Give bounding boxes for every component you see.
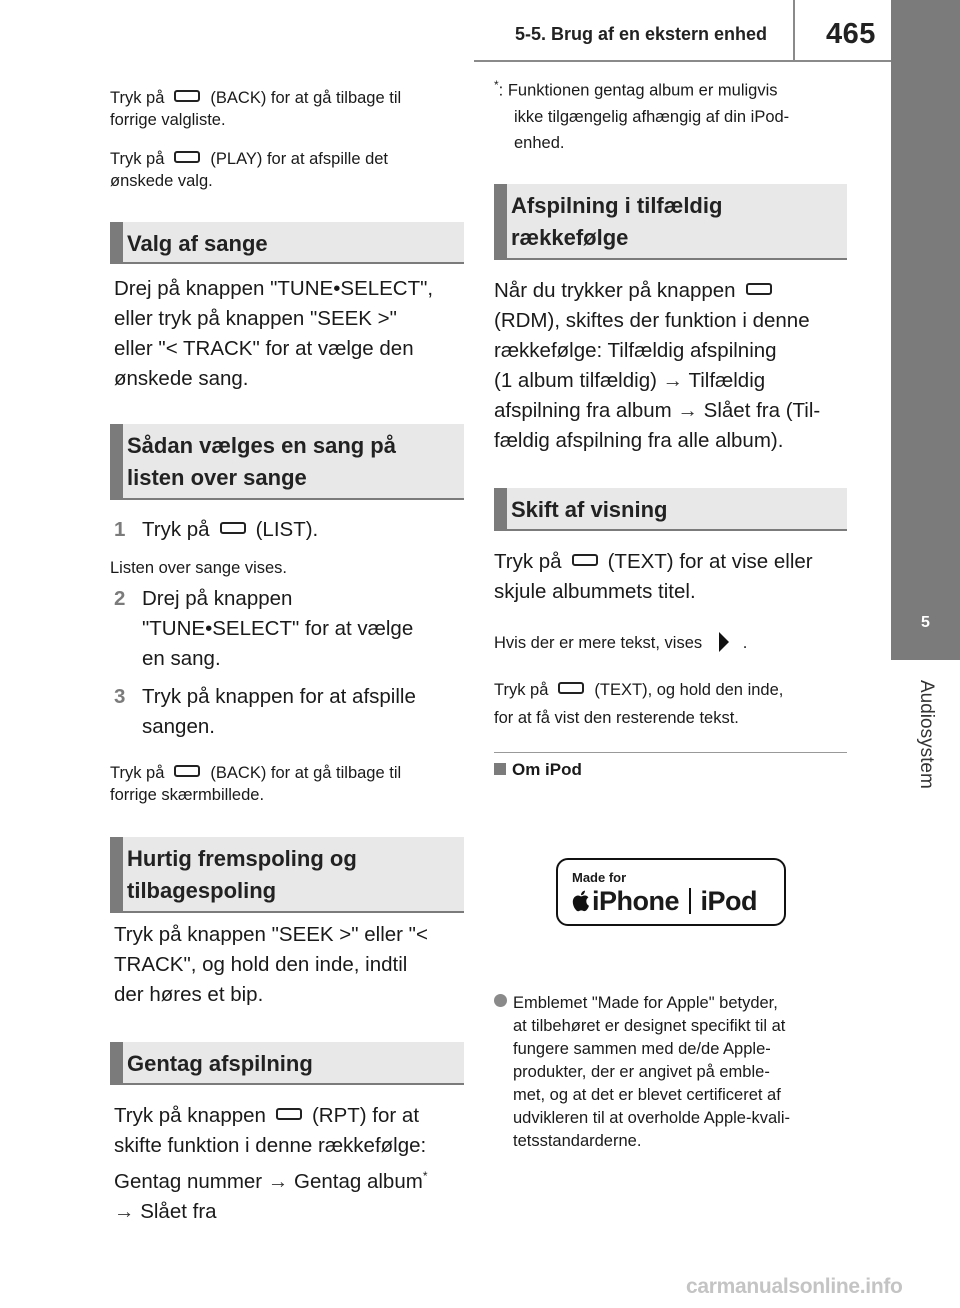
watermark: carmanualsonline.info — [686, 1275, 903, 1298]
heading-sadan-vaelges: Sådan vælges en sang på listen over sange — [110, 424, 464, 500]
more-text-arrow-icon — [715, 630, 733, 654]
rpt-button-icon — [276, 1108, 302, 1120]
made-for-iphone-ipod-badge: Made for iPhone iPod — [556, 858, 786, 926]
text-button-icon — [558, 682, 584, 694]
chapter-label: Audiosystem — [915, 680, 937, 789]
step-1: 1 Tryk på (LIST). — [114, 518, 319, 541]
back-instruction: Tryk på (BACK) for at gå tilbage til forrige valgliste. — [110, 89, 402, 129]
square-bullet-icon — [494, 763, 506, 775]
step-2: 2 Drej på knappen "TUNE•SELECT" for at vælge en sang. — [114, 587, 414, 670]
header-separator — [793, 0, 795, 60]
hurtig-paragraph: Tryk på knappen "SEEK >" eller "< TRACK", og hold den inde, indtil der høres et bip. — [114, 923, 428, 1006]
page-number: 465 — [826, 18, 876, 50]
rdm-button-icon — [746, 283, 772, 295]
heading-afspilning-tilfaeldig: Afspilning i tilfældig rækkefølge — [494, 184, 847, 260]
subheading-om-ipod: Om iPod — [494, 760, 582, 780]
section-rule — [494, 752, 847, 753]
badge-divider — [689, 888, 691, 914]
back-screen-instruction: Tryk på (BACK) for at gå tilbage til forrige skærmbillede. — [110, 764, 402, 804]
more-text-note: Hvis der er mere tekst, vises . — [494, 630, 849, 654]
valg-paragraph: Drej på knappen "TUNE•SELECT", eller tryk på knappen "SEEK >" eller "< TRACK" for at vælge den ønskede sang. — [114, 277, 434, 390]
heading-hurtig-fremspoling: Hurtig fremspoling og tilbagespoling — [110, 837, 464, 913]
button-icon — [174, 151, 200, 163]
gentag-paragraph: Tryk på knappen (RPT) for at skifte funktion i denne rækkefølge: Gentag nummer → Gentag album* → Slået fra — [114, 1104, 428, 1223]
text-button-icon — [572, 554, 598, 566]
round-bullet-icon — [494, 994, 507, 1007]
footnote: *: Funktionen gentag album er muligvis ikke tilgængelig afhængig af din iPod- enhed. — [494, 78, 790, 152]
heading-gentag-afspilning: Gentag afspilning — [110, 1042, 464, 1085]
play-instruction: Tryk på (PLAY) for at afspille det ønskede valg. — [110, 150, 389, 190]
header-rule — [474, 60, 960, 62]
step-1-note: Listen over sange vises. — [110, 559, 288, 577]
rdm-paragraph: Når du trykker på knappen (RDM), skiftes der funktion i denne rækkefølge: Tilfældig afspilning (1 album tilfældig) → Tilfældig afspilning fra album → Slået fra (Til- fældig afspilning fra alle album). — [494, 279, 821, 452]
chapter-label-area — [891, 660, 960, 1308]
chapter-number: 5 — [921, 614, 930, 631]
button-icon — [174, 90, 200, 102]
text-paragraph: Tryk på (TEXT) for at vise eller skjule albummets titel. — [494, 550, 813, 603]
list-button-icon — [220, 522, 246, 534]
chapter-tab — [891, 0, 960, 660]
heading-skift-af-visning: Skift af visning — [494, 488, 847, 531]
hold-text-note: Tryk på (TEXT), og hold den inde, for at få vist den resterende tekst. — [494, 681, 784, 727]
step-3: 3 Tryk på knappen for at afspille sangen. — [114, 685, 416, 738]
heading-valg-af-sange: Valg af sange — [110, 222, 464, 264]
emblem-note: Emblemet "Made for Apple" betyder, at tilbehøret er designet specifikt til at fungere sammen med de/de Apple- produkter, der er angivet på emble- met, og at det er blevet certificeret af udvikleren til at overholde Apple-kvali- tetsstandarderne. — [494, 992, 854, 1153]
button-icon — [174, 765, 200, 777]
section-title: 5-5. Brug af en ekstern enhed — [514, 24, 768, 44]
apple-logo-icon — [572, 889, 592, 912]
